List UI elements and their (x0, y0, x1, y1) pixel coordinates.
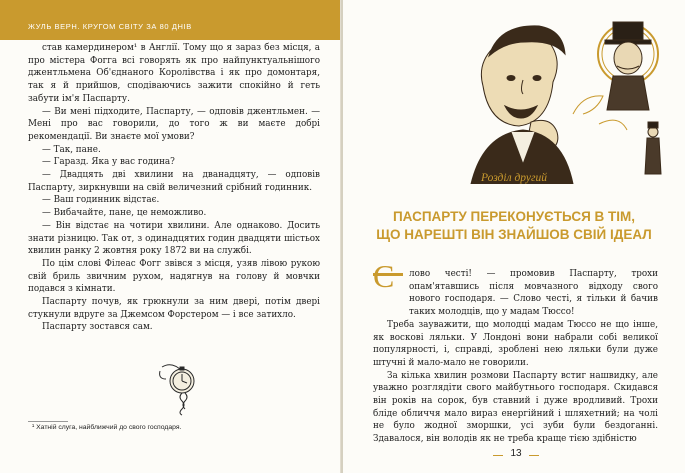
paragraph: По цім слові Філеас Фогг звівся з місця, узяв лівою рукою свій бриль звичним рухом, надягнув на голову й мовчки подався з кімнати. (28, 258, 320, 295)
chapter-title (343, 208, 685, 244)
paragraph: — Він відстає на чотири хвилини. Але однаково. Досить знати різницю. Так от, з одинадцятих годин двадцяти шістьох хвилин ранку 2 жовтня року 1872 ви на службі. (28, 220, 320, 257)
page-number-rule (529, 455, 539, 456)
left-body-text (28, 42, 320, 334)
running-head (0, 0, 342, 40)
paragraph: — Двадцять дві хвилини на дванадцяту, — одповів Паспарту, зиркнувши на свій величезний срібний годинник. (28, 170, 320, 193)
running-head-text: ЖУЛЬ ВЕРН. КРУГОМ СВІТУ ЗА 80 ДНІВ (28, 22, 192, 31)
paragraph: — Ви мені підходите, Паспарту, — одповів джентльмен. — Мені про вас говорили, до того ж ви маєте добрі рекомендації. Ви знаєте мої умови? (28, 106, 320, 142)
paragraph: Треба зауважити, що молодці мадам Тюссо не що інше, як воскові ляльки. У Лондоні вони набрали собі великої популярності, і, справді, зроблені нею ляльки були дуже штучні й мало-мало не говорили. (373, 319, 658, 368)
chapter-title-line: ПАСПАРТУ ПЕРЕКОНУЄТЬСЯ В ТІМ, (392, 209, 636, 224)
left-page (0, 0, 342, 473)
dropcap-letter: С (373, 258, 395, 294)
right-page (343, 0, 685, 473)
paragraph: Паспарту зостався сам. (42, 322, 153, 333)
page-number-box (493, 446, 539, 466)
paragraph: — Гаразд. Яка у вас година? (42, 157, 175, 168)
paragraph: Паспарту почув, як грюкнули за ним двері, потім двері стукнули вдруге за Джемсом Форстером — і все затихло. (28, 297, 320, 320)
footnote: ¹ Хатній слуга, найближчий до свого господаря. (32, 424, 182, 431)
paragraph: — Ваш годинник відстає. (42, 195, 160, 206)
paragraph: За кілька хвилин розмови Паспарту встиг нашвидку, але уважно розглядіти свого майбутнього господаря. Скидався він років на сорок, був ставний і дуже вродливий. Трохи бліде обличчя мало вираз енергійний і шляхетний; на чолі не було жодної зморшки, усі зуби були бездоганні. Здавалося, він володів як не треба краще тією здібністю (373, 370, 658, 445)
footnote-rule (28, 421, 68, 422)
paragraph: — Вибачайте, пане, це неможливо. (42, 208, 207, 219)
pocket-watch-illustration (152, 357, 212, 417)
chapter-illustration (423, 14, 673, 184)
chapter-label: Розділ другий (481, 172, 547, 184)
page-number: 13 (510, 448, 522, 459)
paragraph: — Так, пане. (42, 144, 101, 155)
right-body-text (373, 258, 658, 446)
opening-paragraph-text: лово честі! — промовив Паспарту, трохи опам'ятавшись після мовчазного відходу свого нового господаря. — Слово честі, я тільки й бачив таких молодців, що у мадам Тюссо! (409, 269, 658, 318)
opening-paragraph (373, 258, 658, 319)
paragraph: став камердинером¹ в Англії. Тому що я зараз без місця, а про містера Фогга всі говорять як про найпунктуальнішого джентльмена Об'єднаного Королівства і як про домонтаря, так я й прийшов, сподіваючись зажити спокійно й геть забути ім'я Паспарту. (28, 43, 320, 104)
chapter-title-line: ЩО НАРЕШТІ ВІН ЗНАЙШОВ СВІЙ ІДЕАЛ (376, 227, 652, 242)
